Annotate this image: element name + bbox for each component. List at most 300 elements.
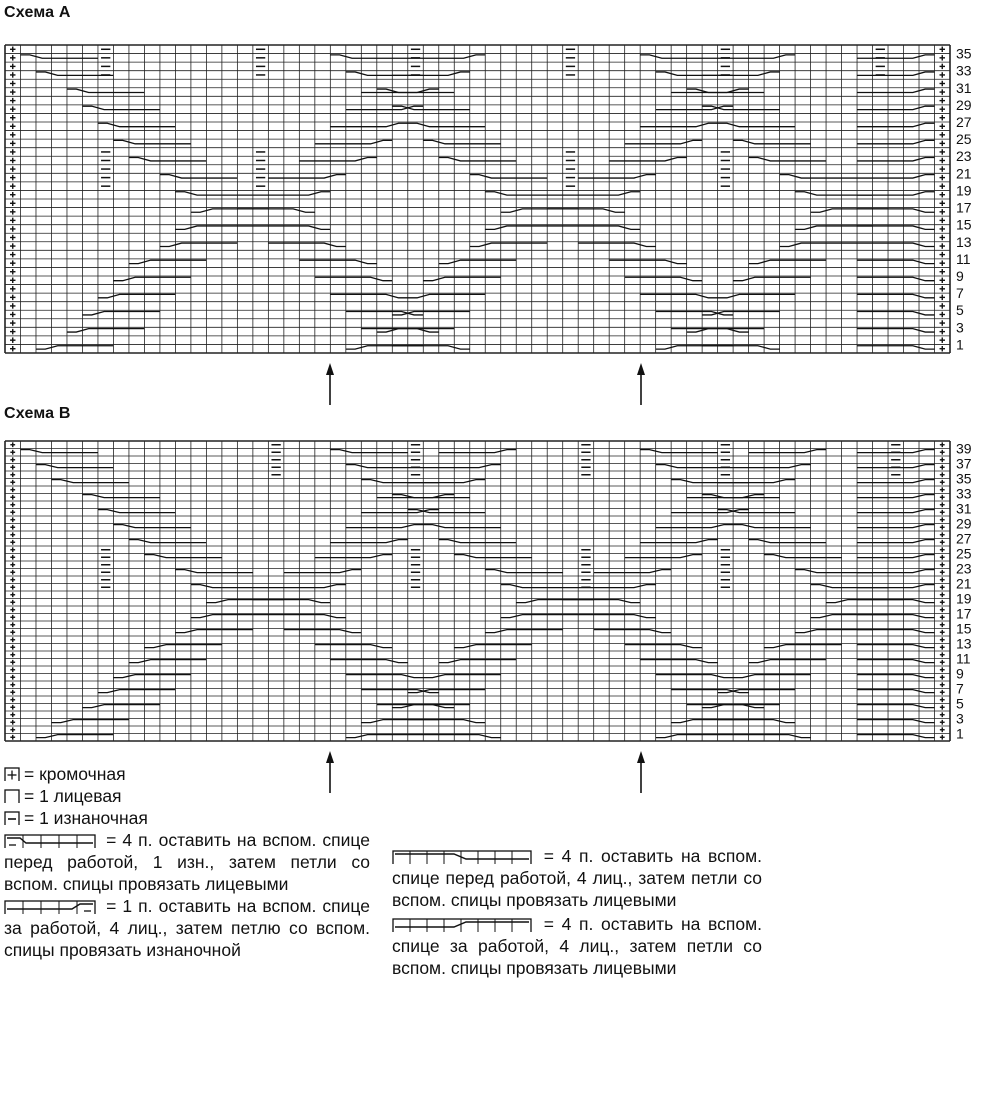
cable-cross-mark xyxy=(733,675,810,678)
cable-cross-mark xyxy=(253,226,330,229)
row-number-label: 33 xyxy=(956,62,972,79)
edge-stitch-mark xyxy=(10,705,15,710)
cable-cross-mark xyxy=(563,192,640,195)
cable-cross-mark xyxy=(857,209,934,212)
cable-cross-mark xyxy=(439,540,516,543)
cable-cross-mark xyxy=(268,615,345,618)
cable-cross-mark xyxy=(82,495,159,498)
edge-stitch-mark xyxy=(940,55,945,60)
edge-stitch-mark xyxy=(940,81,945,86)
edge-stitch-mark xyxy=(940,465,945,470)
cable-cross-mark xyxy=(268,585,345,588)
cable-cross-mark xyxy=(423,735,500,738)
cable-cross-mark xyxy=(423,465,500,468)
row-number-label: 5 xyxy=(956,695,964,712)
cable-cross-mark xyxy=(857,89,934,92)
row-number-label: 21 xyxy=(956,165,972,182)
edge-stitch-mark xyxy=(940,607,945,612)
cable-cross-mark xyxy=(640,294,717,297)
cable-cross-mark xyxy=(857,540,934,543)
cable-cross-mark xyxy=(361,480,438,483)
edge-stitch-mark xyxy=(940,175,945,180)
edge-stitch-mark xyxy=(10,727,15,732)
cable-cross-mark xyxy=(268,175,345,178)
edge-stitch-mark xyxy=(940,652,945,657)
edge-stitch-mark xyxy=(940,577,945,582)
row-number-label: 11 xyxy=(956,250,971,267)
row-number-label: 27 xyxy=(956,114,972,130)
cable-cross-mark xyxy=(857,525,934,528)
edge-stitch-mark xyxy=(940,303,945,308)
edge-stitch-mark xyxy=(940,201,945,206)
edge-stitch-mark xyxy=(10,510,15,515)
cable-cross-mark xyxy=(857,106,934,109)
cable-cross-mark xyxy=(749,450,826,453)
edge-stitch-mark xyxy=(10,252,15,257)
edge-stitch-mark xyxy=(940,472,945,477)
cable-cross-mark xyxy=(284,570,361,573)
edge-stitch-mark xyxy=(940,124,945,129)
cable-cross-mark xyxy=(857,705,934,708)
purl-stitch-icon xyxy=(4,811,20,825)
cable-cross-mark xyxy=(113,140,190,143)
edge-stitch-mark xyxy=(10,495,15,500)
legend-left xyxy=(4,763,370,961)
row-number-label: 27 xyxy=(956,530,972,547)
edge-stitch-mark xyxy=(940,252,945,257)
cable-cross-mark xyxy=(857,123,934,126)
edge-stitch-mark xyxy=(940,320,945,325)
edge-stitch-mark xyxy=(10,141,15,146)
edge-stitch-mark xyxy=(940,346,945,351)
edge-stitch-mark xyxy=(10,295,15,300)
edge-stitch-mark xyxy=(10,592,15,597)
cable-cross-mark xyxy=(640,450,717,453)
edge-stitch-mark xyxy=(10,320,15,325)
cable-cross-mark xyxy=(237,209,314,212)
edge-stitch-icon xyxy=(4,767,20,781)
cable-cross-mark xyxy=(315,140,392,143)
edge-stitch-mark xyxy=(10,64,15,69)
row-number-label: 39 xyxy=(956,440,972,457)
cable-cross-mark xyxy=(563,226,640,229)
legend-edge xyxy=(4,763,370,785)
cable-cross-mark xyxy=(656,465,733,468)
edge-stitch-mark xyxy=(10,652,15,657)
cable-cross-mark xyxy=(98,123,175,126)
edge-stitch-mark xyxy=(940,720,945,725)
edge-stitch-mark xyxy=(10,149,15,154)
cable-cross-mark xyxy=(857,615,934,618)
edge-stitch-mark xyxy=(10,269,15,274)
edge-stitch-mark xyxy=(940,555,945,560)
edge-stitch-mark xyxy=(10,450,15,455)
edge-stitch-mark xyxy=(10,585,15,590)
edge-stitch-mark xyxy=(940,450,945,455)
edge-stitch-mark xyxy=(10,158,15,163)
edge-stitch-mark xyxy=(10,175,15,180)
edge-stitch-mark xyxy=(10,480,15,485)
cable-cross-mark xyxy=(485,570,562,573)
cable-cross-mark xyxy=(578,175,655,178)
edge-stitch-mark xyxy=(940,675,945,680)
edge-stitch-mark xyxy=(10,201,15,206)
legend-cross-front-purl xyxy=(4,829,370,895)
edge-stitch-mark xyxy=(10,532,15,537)
edge-stitch-mark xyxy=(10,457,15,462)
edge-stitch-mark xyxy=(10,690,15,695)
edge-stitch-mark xyxy=(940,532,945,537)
edge-stitch-mark xyxy=(940,637,945,642)
edge-stitch-mark xyxy=(940,106,945,111)
edge-stitch-mark xyxy=(10,517,15,522)
edge-stitch-mark xyxy=(940,727,945,732)
cable-cross-mark xyxy=(191,585,268,588)
edge-stitch-mark xyxy=(10,562,15,567)
edge-stitch-mark xyxy=(940,166,945,171)
row-number-label: 17 xyxy=(956,605,972,622)
legend-cross-back-knit-text: = 4 п. оставить на вспом. спице за работой, 4 лиц., затем петли со вспом. спицы провязать лицевыми xyxy=(392,914,762,978)
cable-cross-mark xyxy=(857,312,934,315)
cable-cross-mark xyxy=(67,329,144,332)
row-number-label: 15 xyxy=(956,216,972,233)
cable-cross-mark xyxy=(408,294,485,297)
edge-stitch-mark xyxy=(940,585,945,590)
cable-cross-mark xyxy=(857,630,934,633)
cable-cross-mark xyxy=(408,55,485,58)
cable-cross-mark xyxy=(191,615,268,618)
cable-cross-mark xyxy=(733,735,810,738)
edge-stitch-mark xyxy=(10,209,15,214)
cable-cross-mark xyxy=(346,346,423,349)
edge-stitch-mark xyxy=(10,81,15,86)
cable-cross-mark xyxy=(780,243,857,246)
edge-stitch-mark xyxy=(10,682,15,687)
edge-stitch-mark xyxy=(940,510,945,515)
edge-stitch-mark xyxy=(940,457,945,462)
edge-stitch-mark xyxy=(10,124,15,129)
row-number-label: 11 xyxy=(956,650,971,667)
cable-cross-mark xyxy=(315,645,392,648)
edge-stitch-mark xyxy=(10,735,15,740)
cable-cross-mark xyxy=(749,260,826,263)
edge-stitch-mark xyxy=(10,89,15,94)
cable-cross-mark xyxy=(609,260,686,263)
edge-stitch-mark xyxy=(10,547,15,552)
cable-cross-mark xyxy=(113,277,190,280)
cable-cross-mark xyxy=(175,630,252,633)
cable-cross-mark xyxy=(423,675,500,678)
cable-cross-mark xyxy=(113,525,190,528)
cable-cross-mark xyxy=(20,450,97,453)
row-number-label: 23 xyxy=(956,560,972,577)
cable-cross-mark xyxy=(36,346,113,349)
knit-stitch-icon xyxy=(4,789,20,803)
legend-knit xyxy=(4,785,370,807)
cable-cross-mark xyxy=(175,226,252,229)
cable-cross-mark xyxy=(98,690,175,693)
cable-cross-mark xyxy=(578,243,655,246)
legend-purl-text: = 1 изнаночная xyxy=(24,808,148,828)
edge-stitch-mark xyxy=(940,89,945,94)
edge-stitch-mark xyxy=(10,132,15,137)
cable-cross-mark xyxy=(656,675,733,678)
cable-cross-mark xyxy=(578,585,655,588)
cable-cross-mark xyxy=(299,158,376,161)
cable-cross-mark xyxy=(439,260,516,263)
cable-cross-mark xyxy=(857,675,934,678)
cable-cross-mark xyxy=(485,192,562,195)
edge-stitch-mark xyxy=(10,622,15,627)
legend-edge-text: = кромочная xyxy=(24,764,126,784)
cable-cross-mark xyxy=(144,645,221,648)
edge-stitch-mark xyxy=(940,295,945,300)
edge-stitch-mark xyxy=(10,487,15,492)
cross-back-knit-icon xyxy=(392,918,532,932)
edge-stitch-mark xyxy=(940,547,945,552)
row-number-label: 29 xyxy=(956,515,972,532)
cable-cross-mark xyxy=(857,277,934,280)
cable-cross-mark xyxy=(857,55,934,58)
edge-stitch-mark xyxy=(10,712,15,717)
cable-cross-mark xyxy=(129,540,206,543)
legend-cross-back-purl xyxy=(4,895,370,961)
row-number-label: 1 xyxy=(956,336,964,353)
edge-stitch-mark xyxy=(10,260,15,265)
edge-stitch-mark xyxy=(10,226,15,231)
cable-cross-mark xyxy=(330,294,407,297)
cable-cross-mark xyxy=(98,294,175,297)
cable-cross-mark xyxy=(439,450,516,453)
cable-cross-mark xyxy=(346,735,423,738)
cable-cross-mark xyxy=(733,140,810,143)
row-number-label: 17 xyxy=(956,199,972,216)
edge-stitch-mark xyxy=(940,260,945,265)
edge-stitch-mark xyxy=(940,243,945,248)
cable-cross-mark xyxy=(718,55,795,58)
legend-cross-front-purl-text: = 4 п. оставить на вспом. спице перед работой, 1 изн., затем петли со вспом. спицы провязать лицевыми xyxy=(4,830,370,894)
cable-cross-mark xyxy=(501,585,578,588)
cable-cross-mark xyxy=(284,630,361,633)
chart-a-title: Схема A xyxy=(4,4,71,21)
cable-cross-mark xyxy=(315,555,392,558)
row-number-label: 7 xyxy=(956,285,964,302)
cable-cross-mark xyxy=(625,277,702,280)
cable-cross-mark xyxy=(144,555,221,558)
cable-cross-mark xyxy=(857,72,934,75)
cable-cross-mark xyxy=(656,72,733,75)
cable-cross-mark xyxy=(780,175,857,178)
edge-stitch-mark xyxy=(10,502,15,507)
edge-stitch-mark xyxy=(10,166,15,171)
cable-cross-mark xyxy=(857,495,934,498)
edge-stitch-mark xyxy=(10,645,15,650)
cable-cross-mark xyxy=(501,615,578,618)
cable-cross-mark xyxy=(330,540,407,543)
edge-stitch-mark xyxy=(940,502,945,507)
chart-a-grid xyxy=(0,40,1000,410)
row-number-label: 25 xyxy=(956,131,972,148)
cable-cross-mark xyxy=(175,570,252,573)
edge-stitch-mark xyxy=(940,141,945,146)
edge-stitch-mark xyxy=(10,667,15,672)
cable-cross-mark xyxy=(36,735,113,738)
edge-stitch-mark xyxy=(940,218,945,223)
cable-cross-mark xyxy=(129,158,206,161)
cable-cross-mark xyxy=(423,140,500,143)
cable-cross-mark xyxy=(346,465,423,468)
row-number-label: 13 xyxy=(956,635,972,652)
edge-stitch-mark xyxy=(10,47,15,52)
edge-stitch-mark xyxy=(940,278,945,283)
edge-stitch-mark xyxy=(940,660,945,665)
edge-stitch-mark xyxy=(10,115,15,120)
edge-stitch-mark xyxy=(10,192,15,197)
edge-stitch-mark xyxy=(10,525,15,530)
edge-stitch-mark xyxy=(10,243,15,248)
edge-stitch-mark xyxy=(940,312,945,317)
cable-cross-mark xyxy=(857,480,934,483)
cable-cross-mark xyxy=(857,158,934,161)
cable-cross-mark xyxy=(20,55,97,58)
edge-stitch-mark xyxy=(940,209,945,214)
legend-cross-front-knit-text: = 4 п. оставить на вспом. спице перед работой, 4 лиц., затем петли со вспом. спицы провязать лицевыми xyxy=(392,846,762,910)
edge-stitch-mark xyxy=(940,286,945,291)
repeat-arrow-icon xyxy=(637,751,645,793)
row-number-label: 25 xyxy=(956,545,972,562)
cable-cross-mark xyxy=(640,540,717,543)
cable-cross-mark xyxy=(857,555,934,558)
cable-cross-mark xyxy=(485,226,562,229)
edge-stitch-mark xyxy=(10,235,15,240)
cable-cross-mark xyxy=(764,555,841,558)
cable-cross-mark xyxy=(749,158,826,161)
cable-cross-mark xyxy=(129,660,206,663)
cable-cross-mark xyxy=(857,465,934,468)
edge-stitch-mark xyxy=(10,600,15,605)
cable-cross-mark xyxy=(315,277,392,280)
edge-stitch-mark xyxy=(10,106,15,111)
cable-cross-mark xyxy=(857,140,934,143)
edge-stitch-mark xyxy=(940,735,945,740)
row-number-label: 31 xyxy=(956,500,972,517)
row-number-label: 35 xyxy=(956,45,972,62)
cable-cross-mark xyxy=(51,720,128,723)
cross-front-knit-icon xyxy=(392,850,532,864)
edge-stitch-mark xyxy=(940,667,945,672)
edge-stitch-mark xyxy=(10,540,15,545)
cable-cross-mark xyxy=(346,72,423,75)
legend-cross-back-knit xyxy=(392,913,762,979)
edge-stitch-mark xyxy=(10,570,15,575)
cable-cross-mark xyxy=(36,465,113,468)
cable-cross-mark xyxy=(640,55,717,58)
cable-cross-mark xyxy=(594,630,671,633)
edge-stitch-mark xyxy=(10,697,15,702)
cable-cross-mark xyxy=(408,123,485,126)
row-number-label: 5 xyxy=(956,302,964,319)
cable-cross-mark xyxy=(439,660,516,663)
edge-stitch-mark xyxy=(10,637,15,642)
cable-cross-mark xyxy=(749,540,826,543)
edge-stitch-mark xyxy=(940,645,945,650)
cable-cross-mark xyxy=(330,660,407,663)
edge-stitch-mark xyxy=(10,472,15,477)
edge-stitch-mark xyxy=(10,442,15,447)
cable-cross-mark xyxy=(640,660,717,663)
cable-cross-mark xyxy=(718,123,795,126)
cable-cross-mark xyxy=(454,555,531,558)
edge-stitch-mark xyxy=(10,630,15,635)
cable-cross-mark xyxy=(594,570,671,573)
cable-cross-mark xyxy=(857,226,934,229)
cable-cross-mark xyxy=(160,175,237,178)
cable-cross-mark xyxy=(253,192,330,195)
row-number-label: 37 xyxy=(956,455,972,472)
cable-cross-mark xyxy=(625,140,702,143)
edge-stitch-mark xyxy=(940,517,945,522)
edge-stitch-mark xyxy=(940,183,945,188)
cable-cross-mark xyxy=(330,450,407,453)
legend-right xyxy=(392,845,762,979)
edge-stitch-mark xyxy=(940,525,945,530)
row-number-label: 15 xyxy=(956,620,972,637)
edge-stitch-mark xyxy=(940,690,945,695)
edge-stitch-mark xyxy=(940,47,945,52)
cable-cross-mark xyxy=(361,720,438,723)
row-number-label: 9 xyxy=(956,665,964,682)
cable-cross-mark xyxy=(625,555,702,558)
row-number-label: 31 xyxy=(956,79,972,96)
cable-cross-mark xyxy=(113,675,190,678)
cable-cross-mark xyxy=(764,645,841,648)
cable-cross-mark xyxy=(857,294,934,297)
edge-stitch-mark xyxy=(10,218,15,223)
cable-cross-mark xyxy=(749,660,826,663)
cable-cross-mark xyxy=(454,645,531,648)
row-number-label: 35 xyxy=(956,470,972,487)
edge-stitch-mark xyxy=(940,269,945,274)
edge-stitch-mark xyxy=(10,675,15,680)
edge-stitch-mark xyxy=(10,72,15,77)
row-number-label: 29 xyxy=(956,96,972,113)
edge-stitch-mark xyxy=(10,183,15,188)
cable-cross-mark xyxy=(656,346,733,349)
edge-stitch-mark xyxy=(940,622,945,627)
cable-cross-mark xyxy=(857,260,934,263)
cable-cross-mark xyxy=(485,630,562,633)
cable-cross-mark xyxy=(609,158,686,161)
cable-cross-mark xyxy=(330,123,407,126)
chart-b-grid xyxy=(0,436,1000,756)
edge-stitch-mark xyxy=(10,555,15,560)
cable-cross-mark xyxy=(439,158,516,161)
row-number-label: 1 xyxy=(956,725,964,742)
edge-stitch-mark xyxy=(940,115,945,120)
cable-cross-mark xyxy=(857,450,934,453)
edge-stitch-mark xyxy=(10,660,15,665)
cable-cross-mark xyxy=(857,192,934,195)
edge-stitch-mark xyxy=(940,630,945,635)
edge-stitch-mark xyxy=(940,592,945,597)
cable-cross-mark xyxy=(423,525,500,528)
edge-stitch-mark xyxy=(940,235,945,240)
edge-stitch-mark xyxy=(10,607,15,612)
cable-cross-mark xyxy=(346,675,423,678)
cable-cross-mark xyxy=(857,570,934,573)
edge-stitch-mark xyxy=(10,465,15,470)
edge-stitch-mark xyxy=(10,337,15,342)
